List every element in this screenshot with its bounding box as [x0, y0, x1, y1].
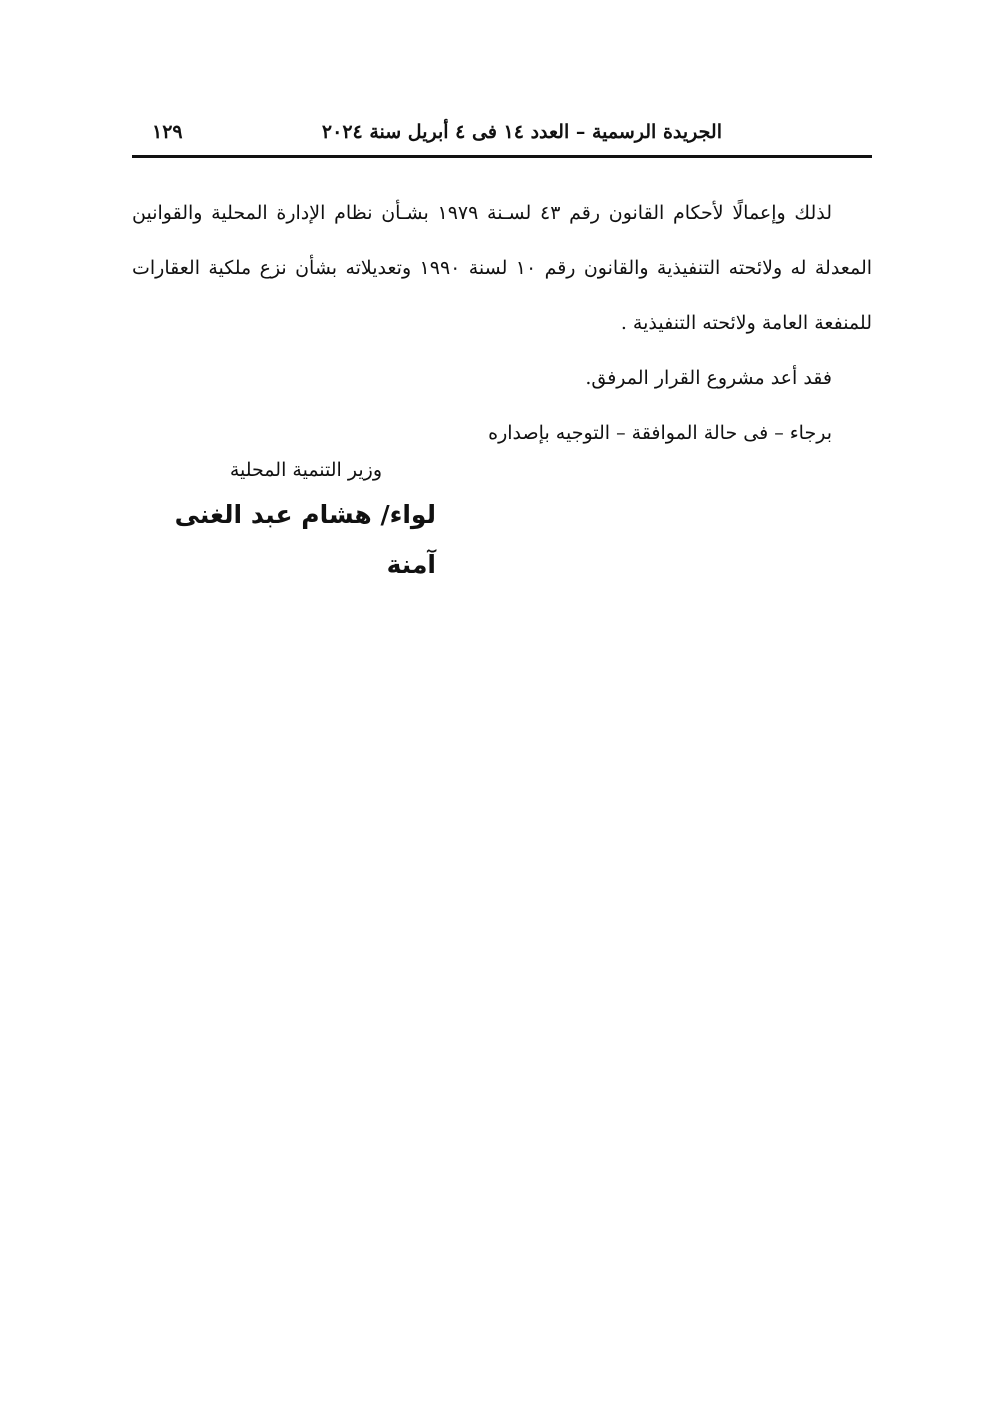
minister-name: لواء/ هشام عبد الغنى آمنة [174, 500, 436, 579]
request-line: برجاء – فى حالة الموافقة – التوجيه بإصداره [488, 422, 832, 444]
page-header [132, 112, 872, 152]
signature-block [140, 450, 440, 590]
preamble-paragraph: لذلك وإعمالًا لأحكام القانون رقم ٤٣ لسـنة ١٩٧٩ بشـأن نظام الإدارة المحلية والقوانين المعدلة له ولائحته التنفيذية والقانون رقم ١٠ لسنة ١٩٩٠ وتعديلاته بشأن نزع ملكية العقارات للمنفعة العامة ولائحته التنفيذية . [132, 202, 873, 334]
document-body [132, 186, 872, 461]
header-divider [132, 155, 872, 158]
prepared-draft-line: فقد أعد مشروع القرار المرفق. [585, 367, 832, 389]
gazette-header-title: الجريدة الرسمية – العدد ١٤ فى ٤ أبريل سنة ٢٠٢٤ [321, 121, 722, 143]
minister-title: وزير التنمية المحلية [229, 459, 382, 481]
page-number: ١٢٩ [152, 121, 183, 143]
